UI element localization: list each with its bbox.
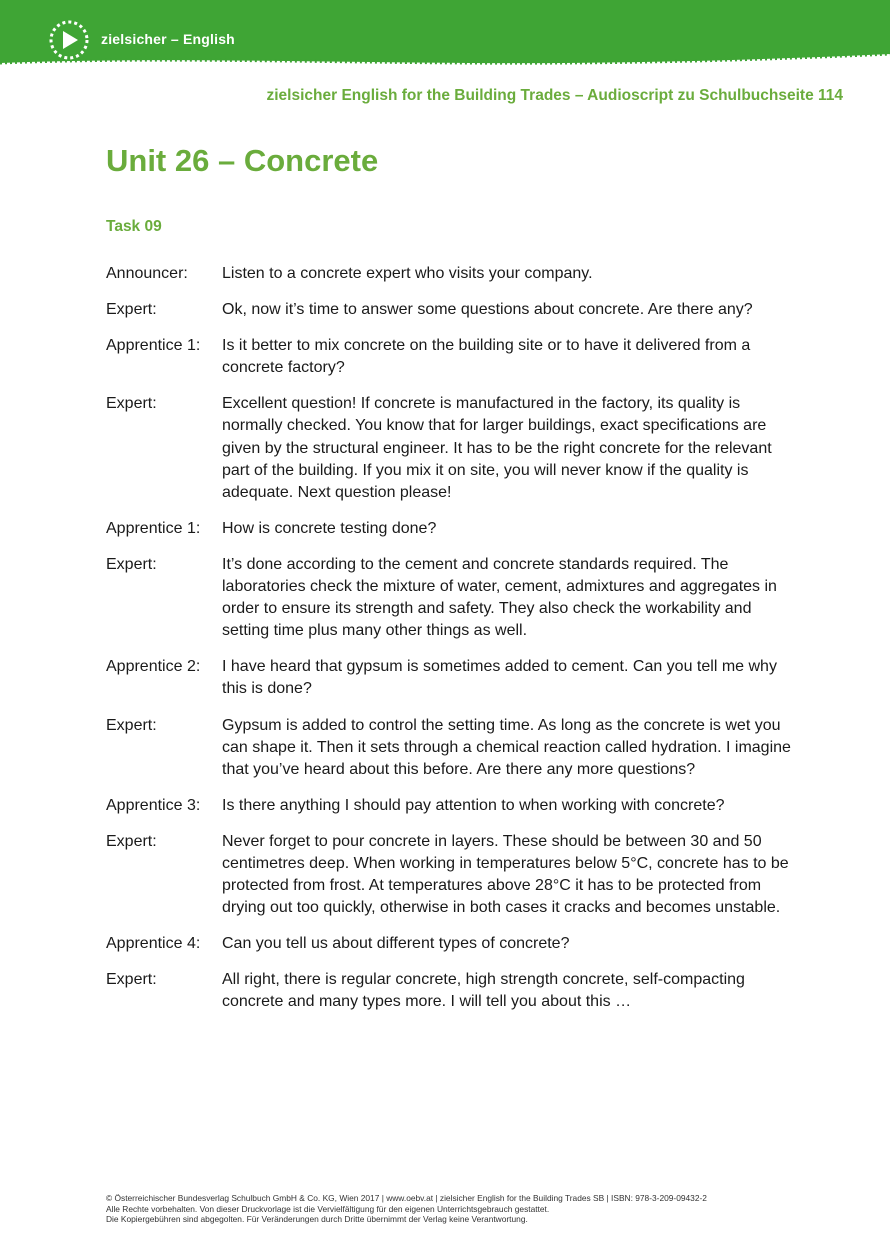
footer-line: Die Kopiergebühren sind abgegolten. Für Veränderungen durch Dritte übernimmt der Verlag keine Verantwortung.	[106, 1214, 528, 1225]
speaker-label: Expert:	[106, 301, 157, 319]
script-line	[106, 335, 791, 379]
speech-text: Is there anything I should pay attention to when working with concrete?	[222, 796, 725, 814]
speech-text: Gypsum is added to control the setting time. As long as the concrete is wet you can shape it. Then it sets through a chemical reaction called hydration. I imagine that you’ve heard about this before. Are there any more questions?	[222, 716, 791, 778]
brand-name: zielsicher – English	[101, 31, 235, 47]
footer-line: Alle Rechte vorbehalten. Von dieser Druckvorlage ist die Vervielfältigung für den eigenen Unterrichtsgebrauch gestattet.	[106, 1203, 550, 1214]
script-line	[106, 518, 791, 540]
speech-text: I have heard that gypsum is sometimes added to cement. Can you tell me why this is done?	[222, 658, 777, 698]
speech-text: Excellent question! If concrete is manufactured in the factory, its quality is normally checked. You know that for larger buildings, exact specifications are given by the structural engineer. It has to be the right concrete for the relevant part of the building. If you mix it on site, you will never know if the quality is adequate. Next question please!	[222, 395, 772, 501]
running-head: zielsicher English for the Building Trades – Audioscript zu Schulbuchseite 114	[266, 87, 843, 104]
speech-text: Can you tell us about different types of concrete?	[222, 935, 570, 953]
script-line	[106, 831, 791, 919]
speaker-label: Expert:	[106, 971, 157, 989]
speaker-label: Expert:	[106, 555, 157, 573]
script-line	[106, 969, 791, 1013]
speaker-label: Expert:	[106, 832, 157, 850]
speaker-label: Apprentice 1:	[106, 519, 201, 537]
speech-text: It’s done according to the cement and concrete standards required. The laboratories check the mixture of water, cement, admixtures and aggregates in order to ensure its strength and safety. They also check the workability and setting time plus many other things as well.	[222, 555, 777, 640]
speech-text: Ok, now it’s time to answer some questions about concrete. Are there any?	[222, 301, 753, 319]
page-title: Unit 26 – Concrete	[106, 143, 379, 178]
audioscript	[106, 263, 791, 1028]
speaker-label: Apprentice 1:	[106, 337, 201, 355]
speaker-label: Expert:	[106, 395, 157, 413]
script-line	[106, 656, 791, 700]
speaker-label: Apprentice 3:	[106, 796, 201, 814]
script-line	[106, 299, 791, 321]
footer-line: © Österreichischer Bundesverlag Schulbuch GmbH & Co. KG, Wien 2017 | www.oebv.at | zielsicher English for the Building Trades SB | ISBN: 978-3-209-09432-2	[106, 1193, 707, 1203]
script-line	[106, 933, 791, 955]
speech-text: Listen to a concrete expert who visits your company.	[222, 265, 593, 282]
task-label: Task 09	[106, 218, 162, 235]
speaker-label: Announcer:	[106, 265, 188, 282]
script-line	[106, 795, 791, 817]
script-line	[106, 715, 791, 781]
script-line	[106, 263, 791, 285]
speech-text: Is it better to mix concrete on the building site or to have it delivered from a concrete factory?	[222, 337, 751, 377]
script-line	[106, 393, 791, 503]
speech-text: Never forget to pour concrete in layers. These should be between 30 and 50 centimetres deep. When working in temperatures below 5°C, concrete has to be protected from frost. At temperatures above 28°C it has to be protected from drying out too quickly, otherwise in both cases it cracks and becomes unstable.	[222, 832, 789, 917]
copyright-footer	[106, 1193, 707, 1225]
speaker-label: Expert:	[106, 716, 157, 734]
speaker-label: Apprentice 4:	[106, 935, 201, 953]
speech-text: All right, there is regular concrete, high strength concrete, self-compacting concrete and many types more. I will tell you about this …	[222, 971, 745, 1011]
speaker-label: Apprentice 2:	[106, 658, 201, 676]
header-banner	[0, 0, 890, 80]
script-line	[106, 554, 791, 642]
speech-text: How is concrete testing done?	[222, 519, 437, 537]
